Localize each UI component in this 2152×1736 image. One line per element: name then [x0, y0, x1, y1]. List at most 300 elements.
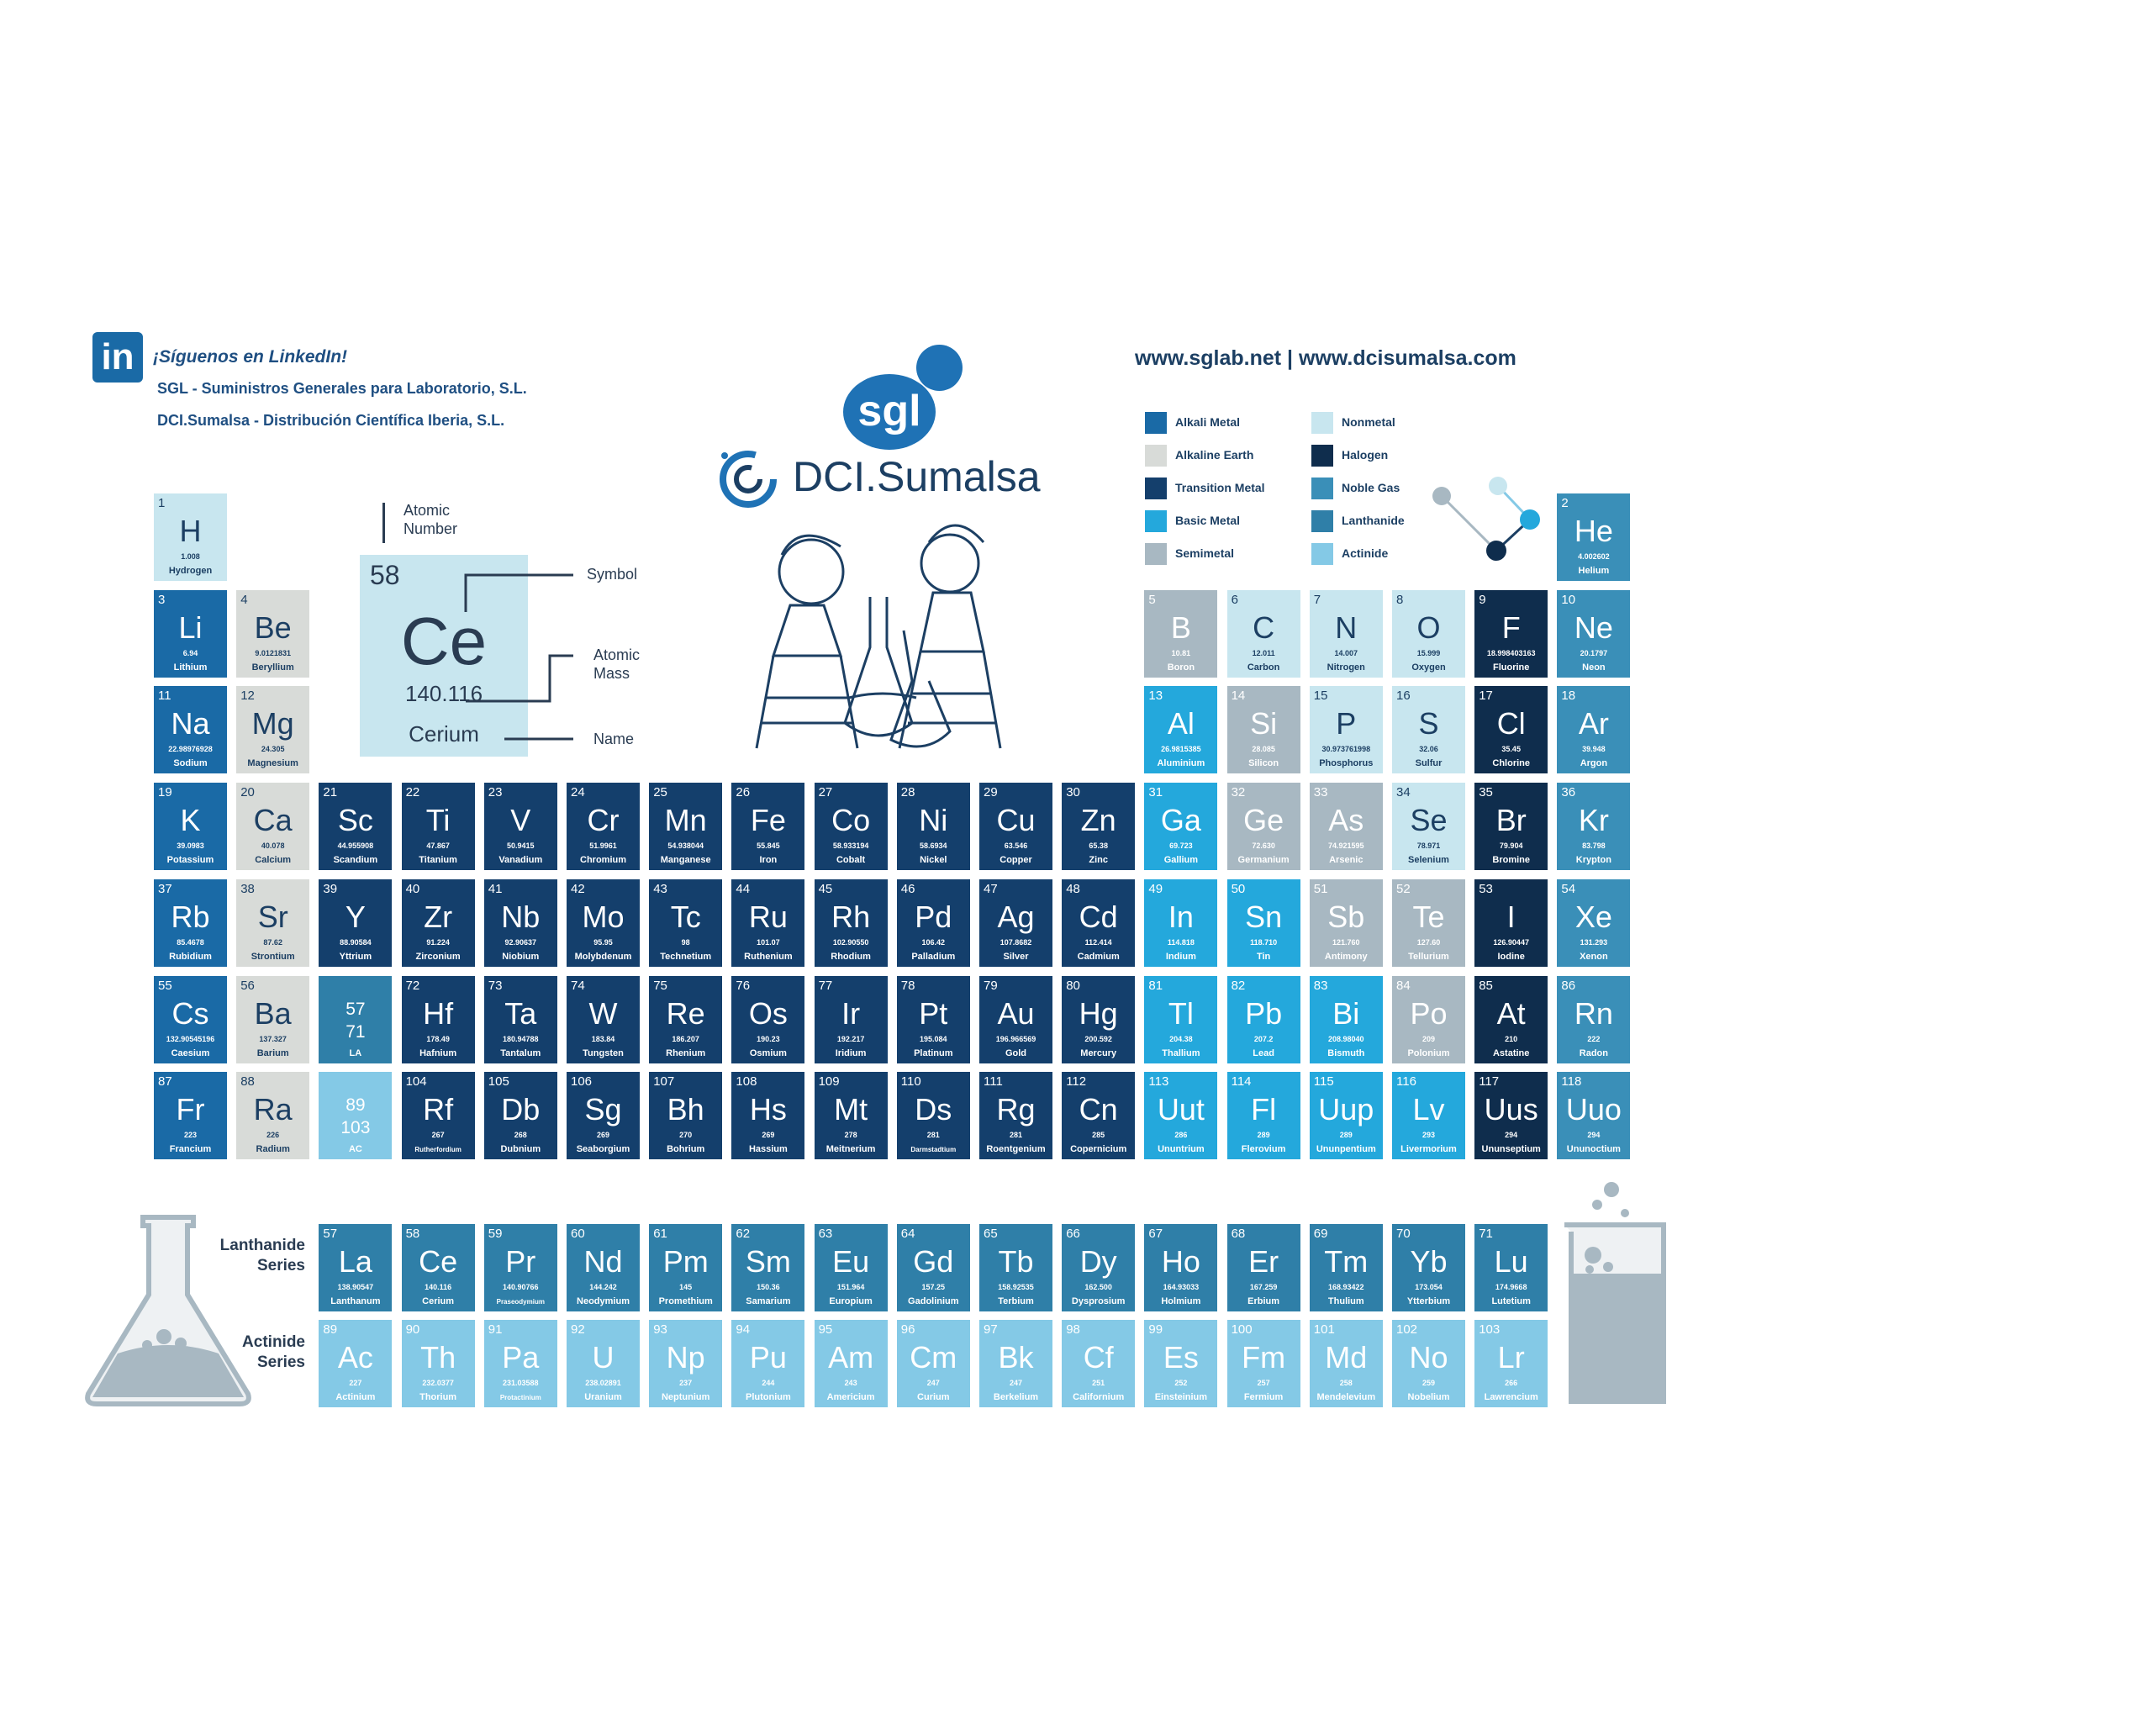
atomic-mass: 83.798 [1582, 842, 1606, 851]
element-cell-re[interactable] [649, 976, 722, 1063]
element-name: Fermium [1243, 1392, 1284, 1402]
atomic-number: 115 [1313, 1074, 1334, 1090]
element-name: Hassium [748, 1144, 788, 1155]
element-cell-bi[interactable] [1310, 976, 1383, 1063]
atomic-mass: 74.921595 [1328, 842, 1364, 851]
element-name: Berkelium [993, 1392, 1039, 1402]
element-name: Zinc [1089, 855, 1108, 866]
element-cell-lv[interactable] [1392, 1072, 1465, 1159]
atomic-number: 21 [323, 785, 338, 800]
element-name: Copper [1000, 855, 1032, 866]
atomic-mass: 257 [1257, 1379, 1270, 1387]
atomic-mass: 210 [1505, 1034, 1518, 1043]
element-symbol: Lu [1494, 1244, 1528, 1279]
element-symbol: Pr [505, 1244, 536, 1279]
website-links[interactable]: www.sglab.net | www.dcisumalsa.com [1135, 346, 1516, 370]
element-symbol: Ge [1243, 803, 1284, 838]
element-symbol: Ar [1578, 706, 1609, 741]
element-cell-as[interactable] [1310, 783, 1383, 870]
atomic-mass: 209 [1421, 1034, 1436, 1043]
atomic-mass: 158.92535 [998, 1283, 1034, 1291]
element-cell-md[interactable] [1310, 1320, 1383, 1407]
atomic-mass: 6.94 [182, 648, 198, 657]
element-cell-pr[interactable] [484, 1224, 557, 1311]
element-symbol: Po [1410, 995, 1448, 1031]
element-name: Flerovium [1241, 1144, 1286, 1155]
element-name: Californium [1073, 1392, 1125, 1402]
element-name: Zirconium [415, 951, 461, 962]
atomic-number: 110 [900, 1074, 921, 1090]
element-cell-ho[interactable] [1144, 1224, 1217, 1311]
lanthanide-series-label: Lanthanide Series [219, 1237, 305, 1274]
atomic-number: 117 [1479, 1074, 1500, 1090]
element-cell-ar[interactable] [1557, 686, 1630, 773]
atomic-number: 71 [1479, 1227, 1493, 1241]
atomic-number: 95 [818, 1322, 833, 1337]
atomic-number: 43 [653, 881, 667, 896]
element-cell-f[interactable] [1474, 590, 1548, 678]
element-symbol: Ir [841, 995, 861, 1031]
element-name: Mendelevium [1316, 1392, 1376, 1402]
element-cell-br[interactable] [1474, 783, 1548, 870]
element-symbol: Sb [1327, 899, 1365, 934]
element-name: Iodine [1497, 951, 1525, 962]
element-cell-w[interactable] [567, 976, 640, 1063]
element-symbol: Ti [425, 803, 451, 838]
atomic-number: 77 [818, 978, 833, 993]
atomic-mass: 247 [926, 1379, 940, 1387]
key-label-atomic-mass: Atomic Mass [593, 646, 641, 682]
element-name: Lutetium [1491, 1296, 1531, 1306]
element-symbol: O [1416, 609, 1441, 645]
element-symbol: As [1328, 803, 1364, 838]
legend-label: Nonmetal [1342, 415, 1395, 429]
element-cell-fl[interactable] [1227, 1072, 1300, 1159]
element-name: Beryllium [251, 662, 294, 673]
element-cell-ta[interactable] [484, 976, 557, 1063]
atomic-mass: 47.867 [426, 842, 450, 851]
element-cell-y[interactable] [319, 879, 392, 967]
atomic-number: 1 [158, 496, 166, 510]
element-cell-lu[interactable] [1474, 1224, 1548, 1311]
atomic-mass: 269 [596, 1131, 610, 1140]
element-cell-mt[interactable] [815, 1072, 888, 1159]
atomic-mass: 164.93033 [1163, 1283, 1200, 1291]
element-symbol: U [592, 1340, 614, 1375]
atomic-number: 28 [900, 785, 915, 800]
element-cell-ac[interactable] [319, 1072, 392, 1159]
element-cell-eu[interactable] [815, 1224, 888, 1311]
element-cell-ca[interactable] [236, 783, 309, 870]
element-cell-os[interactable] [731, 976, 804, 1063]
atomic-mass: 35.45 [1501, 745, 1521, 754]
atomic-mass: 157.25 [921, 1283, 946, 1291]
element-name: Bismuth [1327, 1047, 1365, 1058]
element-name: Gadolinium [908, 1296, 959, 1306]
element-cell-uus[interactable] [1474, 1072, 1548, 1159]
element-name: Phosphorus [1319, 758, 1374, 769]
element-symbol: Fm [1242, 1340, 1286, 1375]
element-cell-mo[interactable] [567, 879, 640, 967]
element-name: Tin [1256, 951, 1271, 962]
element-cell-ce[interactable] [402, 1224, 475, 1311]
element-cell-hg[interactable] [1062, 976, 1135, 1063]
element-cell-cl[interactable] [1474, 686, 1548, 773]
element-symbol: Sm [745, 1244, 791, 1279]
atomic-number: 85 [1479, 978, 1493, 993]
element-cell-bh[interactable] [649, 1072, 722, 1159]
atomic-number: 111 [984, 1074, 1003, 1090]
atomic-number: 12 [240, 689, 255, 704]
element-cell-fm[interactable] [1227, 1320, 1300, 1407]
element-symbol: Ta [504, 995, 537, 1031]
element-name: Rubidium [169, 951, 212, 962]
element-cell-uuo[interactable] [1557, 1072, 1630, 1159]
element-cell-rb[interactable] [154, 879, 227, 967]
element-cell-au[interactable] [979, 976, 1052, 1063]
element-cell-cm[interactable] [897, 1320, 970, 1407]
atomic-mass: 50.9415 [507, 842, 535, 851]
legend-label: Halogen [1342, 448, 1389, 462]
element-name: Nobelium [1407, 1392, 1450, 1402]
element-name: Astatine [1492, 1047, 1530, 1058]
element-cell-pb[interactable] [1227, 976, 1300, 1063]
element-symbol: Pb [1245, 995, 1283, 1031]
element-cell-uup[interactable] [1310, 1072, 1383, 1159]
element-cell-sg[interactable] [567, 1072, 640, 1159]
element-cell-tb[interactable] [979, 1224, 1052, 1311]
element-cell-i[interactable] [1474, 879, 1548, 967]
atomic-number: 2 [1561, 496, 1569, 510]
element-cell-k[interactable] [154, 783, 227, 870]
element-cell-cf[interactable] [1062, 1320, 1135, 1407]
element-name: Thulium [1327, 1296, 1364, 1306]
element-cell-sc[interactable] [319, 783, 392, 870]
element-cell-li[interactable] [154, 590, 227, 678]
element-symbol: Rb [171, 899, 210, 934]
atomic-number: 4 [240, 592, 248, 607]
element-cell-ga[interactable] [1144, 783, 1217, 870]
element-name: Dysprosium [1071, 1296, 1126, 1306]
atomic-mass: 98 [681, 937, 690, 947]
element-cell-u[interactable] [567, 1320, 640, 1407]
atomic-number: 57 [323, 1227, 338, 1241]
element-name: Ununpentium [1316, 1144, 1376, 1155]
atomic-number: 94 [736, 1322, 751, 1337]
element-symbol: Np [666, 1340, 705, 1375]
element-cell-sr[interactable] [236, 879, 309, 967]
element-cell-hs[interactable] [731, 1072, 804, 1159]
series-range [319, 998, 392, 1043]
element-name: Sulfur [1415, 758, 1443, 769]
element-name: Selenium [1408, 855, 1449, 866]
atomic-number: 31 [1148, 785, 1163, 800]
linkedin-icon[interactable]: in [92, 332, 143, 383]
atomic-number: 74 [571, 978, 585, 993]
element-cell-be[interactable] [236, 590, 309, 678]
element-cell-zn[interactable] [1062, 783, 1135, 870]
element-name: Arsenic [1329, 855, 1363, 866]
atomic-number: 91 [488, 1322, 503, 1337]
element-cell-cu[interactable] [979, 783, 1052, 870]
element-cell-ru[interactable] [731, 879, 804, 967]
element-name: Ununseptium [1481, 1144, 1541, 1155]
element-cell-he[interactable] [1557, 493, 1630, 581]
atomic-number: 113 [1148, 1074, 1169, 1090]
element-cell-sb[interactable] [1310, 879, 1383, 967]
atomic-number: 53 [1479, 881, 1493, 896]
series-range [319, 1094, 392, 1139]
atomic-number: 63 [818, 1227, 833, 1241]
element-cell-na[interactable] [154, 686, 227, 773]
element-name: Uranium [584, 1392, 622, 1402]
element-symbol: Pd [915, 899, 952, 934]
atomic-number: 26 [736, 785, 751, 800]
atomic-mass: 118.710 [1250, 937, 1278, 947]
atomic-number: 36 [1561, 785, 1576, 800]
key-label-symbol: Symbol [587, 566, 638, 583]
element-cell-rg[interactable] [979, 1072, 1052, 1159]
atomic-mass: 26.9815385 [1161, 745, 1201, 754]
atomic-number: 97 [984, 1322, 998, 1337]
atomic-mass: 72.630 [1252, 842, 1275, 851]
atomic-mass: 174.9668 [1495, 1283, 1527, 1291]
element-cell-fr[interactable] [154, 1072, 227, 1159]
element-cell-pa[interactable] [484, 1320, 557, 1407]
element-cell-rf[interactable] [402, 1072, 475, 1159]
element-symbol: Rh [831, 899, 871, 934]
atomic-mass: 55.845 [757, 842, 780, 851]
element-symbol: Mt [834, 1092, 868, 1127]
element-cell-se[interactable] [1392, 783, 1465, 870]
element-cell-p[interactable] [1310, 686, 1383, 773]
atomic-mass: 196.966569 [995, 1034, 1036, 1043]
element-name: Bohrium [667, 1144, 705, 1155]
atomic-mass: 281 [926, 1131, 940, 1140]
atomic-mass: 192.217 [836, 1034, 865, 1043]
atomic-number: 118 [1561, 1074, 1582, 1090]
element-cell-la[interactable] [319, 976, 392, 1063]
atomic-mass: 227 [349, 1379, 362, 1387]
element-cell-ge[interactable] [1227, 783, 1300, 870]
element-cell-co[interactable] [815, 783, 888, 870]
element-cell-si[interactable] [1227, 686, 1300, 773]
element-cell-no[interactable] [1392, 1320, 1465, 1407]
element-cell-xe[interactable] [1557, 879, 1630, 967]
atomic-number: 32 [1231, 785, 1246, 800]
element-symbol: Hf [423, 995, 454, 1031]
element-cell-sn[interactable] [1227, 879, 1300, 967]
element-cell-pm[interactable] [649, 1224, 722, 1311]
element-cell-al[interactable] [1144, 686, 1217, 773]
element-cell-dy[interactable] [1062, 1224, 1135, 1311]
element-symbol: Hs [749, 1092, 787, 1127]
element-name: Gallium [1163, 855, 1199, 866]
element-cell-ac[interactable] [319, 1320, 392, 1407]
atomic-mass: 28.085 [1252, 745, 1275, 754]
element-symbol: Fl [1251, 1092, 1277, 1127]
atomic-mass: 232.0377 [422, 1379, 454, 1387]
element-cell-cs[interactable] [154, 976, 227, 1063]
element-cell-n[interactable] [1310, 590, 1383, 678]
element-cell-rn[interactable] [1557, 976, 1630, 1063]
element-cell-er[interactable] [1227, 1224, 1300, 1311]
atomic-mass: 150.36 [757, 1283, 780, 1291]
element-name: Seaborgium [576, 1144, 630, 1155]
element-cell-ba[interactable] [236, 976, 309, 1063]
element-name: Tungsten [583, 1047, 624, 1058]
atomic-number: 44 [736, 881, 751, 896]
element-cell-am[interactable] [815, 1320, 888, 1407]
element-cell-tl[interactable] [1144, 976, 1217, 1063]
element-name: Boron [1167, 662, 1195, 673]
atomic-number: 70 [1396, 1227, 1411, 1241]
element-name: Iridium [835, 1047, 867, 1058]
element-cell-h[interactable] [154, 493, 227, 581]
element-symbol: Ne [1574, 609, 1613, 645]
atomic-number: 69 [1313, 1227, 1328, 1241]
element-name: Rutherfordium [414, 1146, 462, 1154]
element-symbol: Eu [832, 1244, 870, 1279]
atomic-mass: 247 [1009, 1379, 1023, 1387]
element-name: Hydrogen [168, 566, 213, 576]
element-cell-ds[interactable] [897, 1072, 970, 1159]
element-name: Molybdenum [574, 951, 632, 962]
element-cell-mg[interactable] [236, 686, 309, 773]
atomic-number: 104 [405, 1074, 427, 1090]
element-cell-tm[interactable] [1310, 1224, 1383, 1311]
element-cell-v[interactable] [484, 783, 557, 870]
element-name: Silver [1003, 951, 1029, 962]
element-name: Lawrencium [1484, 1392, 1538, 1402]
atomic-number: 55 [158, 978, 172, 993]
element-cell-rh[interactable] [815, 879, 888, 967]
element-name: Radium [256, 1144, 290, 1155]
element-name: Fluorine [1492, 662, 1530, 673]
element-cell-gd[interactable] [897, 1224, 970, 1311]
element-cell-pt[interactable] [897, 976, 970, 1063]
atomic-number: 3 [158, 592, 166, 607]
element-symbol: C [1253, 609, 1275, 645]
atomic-mass: 200.592 [1084, 1034, 1112, 1043]
element-symbol: Es [1163, 1340, 1199, 1375]
element-cell-db[interactable] [484, 1072, 557, 1159]
element-symbol: Bh [667, 1092, 704, 1127]
element-cell-cd[interactable] [1062, 879, 1135, 967]
element-name: Europium [829, 1296, 873, 1306]
element-cell-ne[interactable] [1557, 590, 1630, 678]
element-cell-o[interactable] [1392, 590, 1465, 678]
element-cell-uut[interactable] [1144, 1072, 1217, 1159]
element-symbol: Os [748, 995, 788, 1031]
atomic-mass: 39.0983 [177, 842, 204, 851]
atomic-mass: 126.90447 [1493, 937, 1529, 947]
element-cell-nd[interactable] [567, 1224, 640, 1311]
atomic-mass: 244 [762, 1379, 775, 1387]
key-label-atomic-number: Atomic Number [404, 502, 458, 537]
element-symbol: H [179, 514, 202, 548]
linkedin-follow-text[interactable]: ¡Síguenos en LinkedIn! [153, 347, 348, 367]
element-name: Argon [1580, 758, 1608, 769]
element-cell-mn[interactable] [649, 783, 722, 870]
element-symbol: Cm [910, 1340, 957, 1375]
element-cell-th[interactable] [402, 1320, 475, 1407]
element-cell-in[interactable] [1144, 879, 1217, 967]
element-cell-pd[interactable] [897, 879, 970, 967]
element-cell-c[interactable] [1227, 590, 1300, 678]
atomic-number: 46 [900, 881, 915, 896]
element-cell-hf[interactable] [402, 976, 475, 1063]
element-cell-ra[interactable] [236, 1072, 309, 1159]
legend-label: Basic Metal [1175, 514, 1241, 527]
atomic-mass: 186.207 [672, 1034, 699, 1043]
element-symbol: In [1168, 899, 1194, 934]
element-symbol: Pm [662, 1244, 709, 1279]
element-cell-at[interactable] [1474, 976, 1548, 1063]
atomic-number: 56 [240, 978, 255, 993]
element-symbol: Br [1495, 803, 1527, 838]
element-name: Meitnerium [825, 1144, 876, 1155]
element-symbol: Pu [749, 1340, 787, 1375]
element-cell-cr[interactable] [567, 783, 640, 870]
element-cell-s[interactable] [1392, 686, 1465, 773]
element-cell-zr[interactable] [402, 879, 475, 967]
element-cell-pu[interactable] [731, 1320, 804, 1407]
element-cell-ag[interactable] [979, 879, 1052, 967]
atomic-mass: 95.95 [593, 937, 613, 947]
element-cell-ni[interactable] [897, 783, 970, 870]
element-cell-po[interactable] [1392, 976, 1465, 1063]
atomic-mass: 289 [1257, 1131, 1270, 1140]
element-name: Cerium [422, 1296, 455, 1306]
element-name: Ytterbium [1406, 1296, 1451, 1306]
element-cell-te[interactable] [1392, 879, 1465, 967]
atomic-number: 30 [1066, 785, 1080, 800]
element-symbol: Li [178, 609, 203, 645]
element-cell-es[interactable] [1144, 1320, 1217, 1407]
element-cell-tc[interactable] [649, 879, 722, 967]
element-name: Barium [256, 1047, 289, 1058]
element-symbol: Cr [587, 803, 620, 838]
atomic-mass: 151.964 [836, 1283, 865, 1291]
element-cell-kr[interactable] [1557, 783, 1630, 870]
element-cell-lr[interactable] [1474, 1320, 1548, 1407]
element-symbol: F [1501, 609, 1521, 645]
element-cell-cn[interactable] [1062, 1072, 1135, 1159]
atomic-mass: 251 [1092, 1379, 1105, 1387]
element-name: Rhodium [831, 951, 871, 962]
atomic-mass: 144.242 [589, 1283, 617, 1291]
atomic-number: 89 [323, 1322, 338, 1337]
element-cell-la[interactable] [319, 1224, 392, 1311]
atomic-mass: 231.03588 [503, 1379, 539, 1387]
atomic-mass: 112.414 [1084, 937, 1112, 947]
element-symbol: Tc [670, 899, 701, 934]
element-cell-sm[interactable] [731, 1224, 804, 1311]
atomic-number: 86 [1561, 978, 1576, 993]
atomic-mass: 140.90766 [503, 1283, 539, 1291]
element-cell-yb[interactable] [1392, 1224, 1465, 1311]
element-cell-ti[interactable] [402, 783, 475, 870]
element-cell-fe[interactable] [731, 783, 804, 870]
element-cell-nb[interactable] [484, 879, 557, 967]
atomic-mass: 10.81 [1171, 648, 1191, 657]
atomic-mass: 51.9961 [589, 842, 617, 851]
element-cell-np[interactable] [649, 1320, 722, 1407]
element-cell-b[interactable] [1144, 590, 1217, 678]
element-cell-ir[interactable] [815, 976, 888, 1063]
element-cell-bk[interactable] [979, 1320, 1052, 1407]
